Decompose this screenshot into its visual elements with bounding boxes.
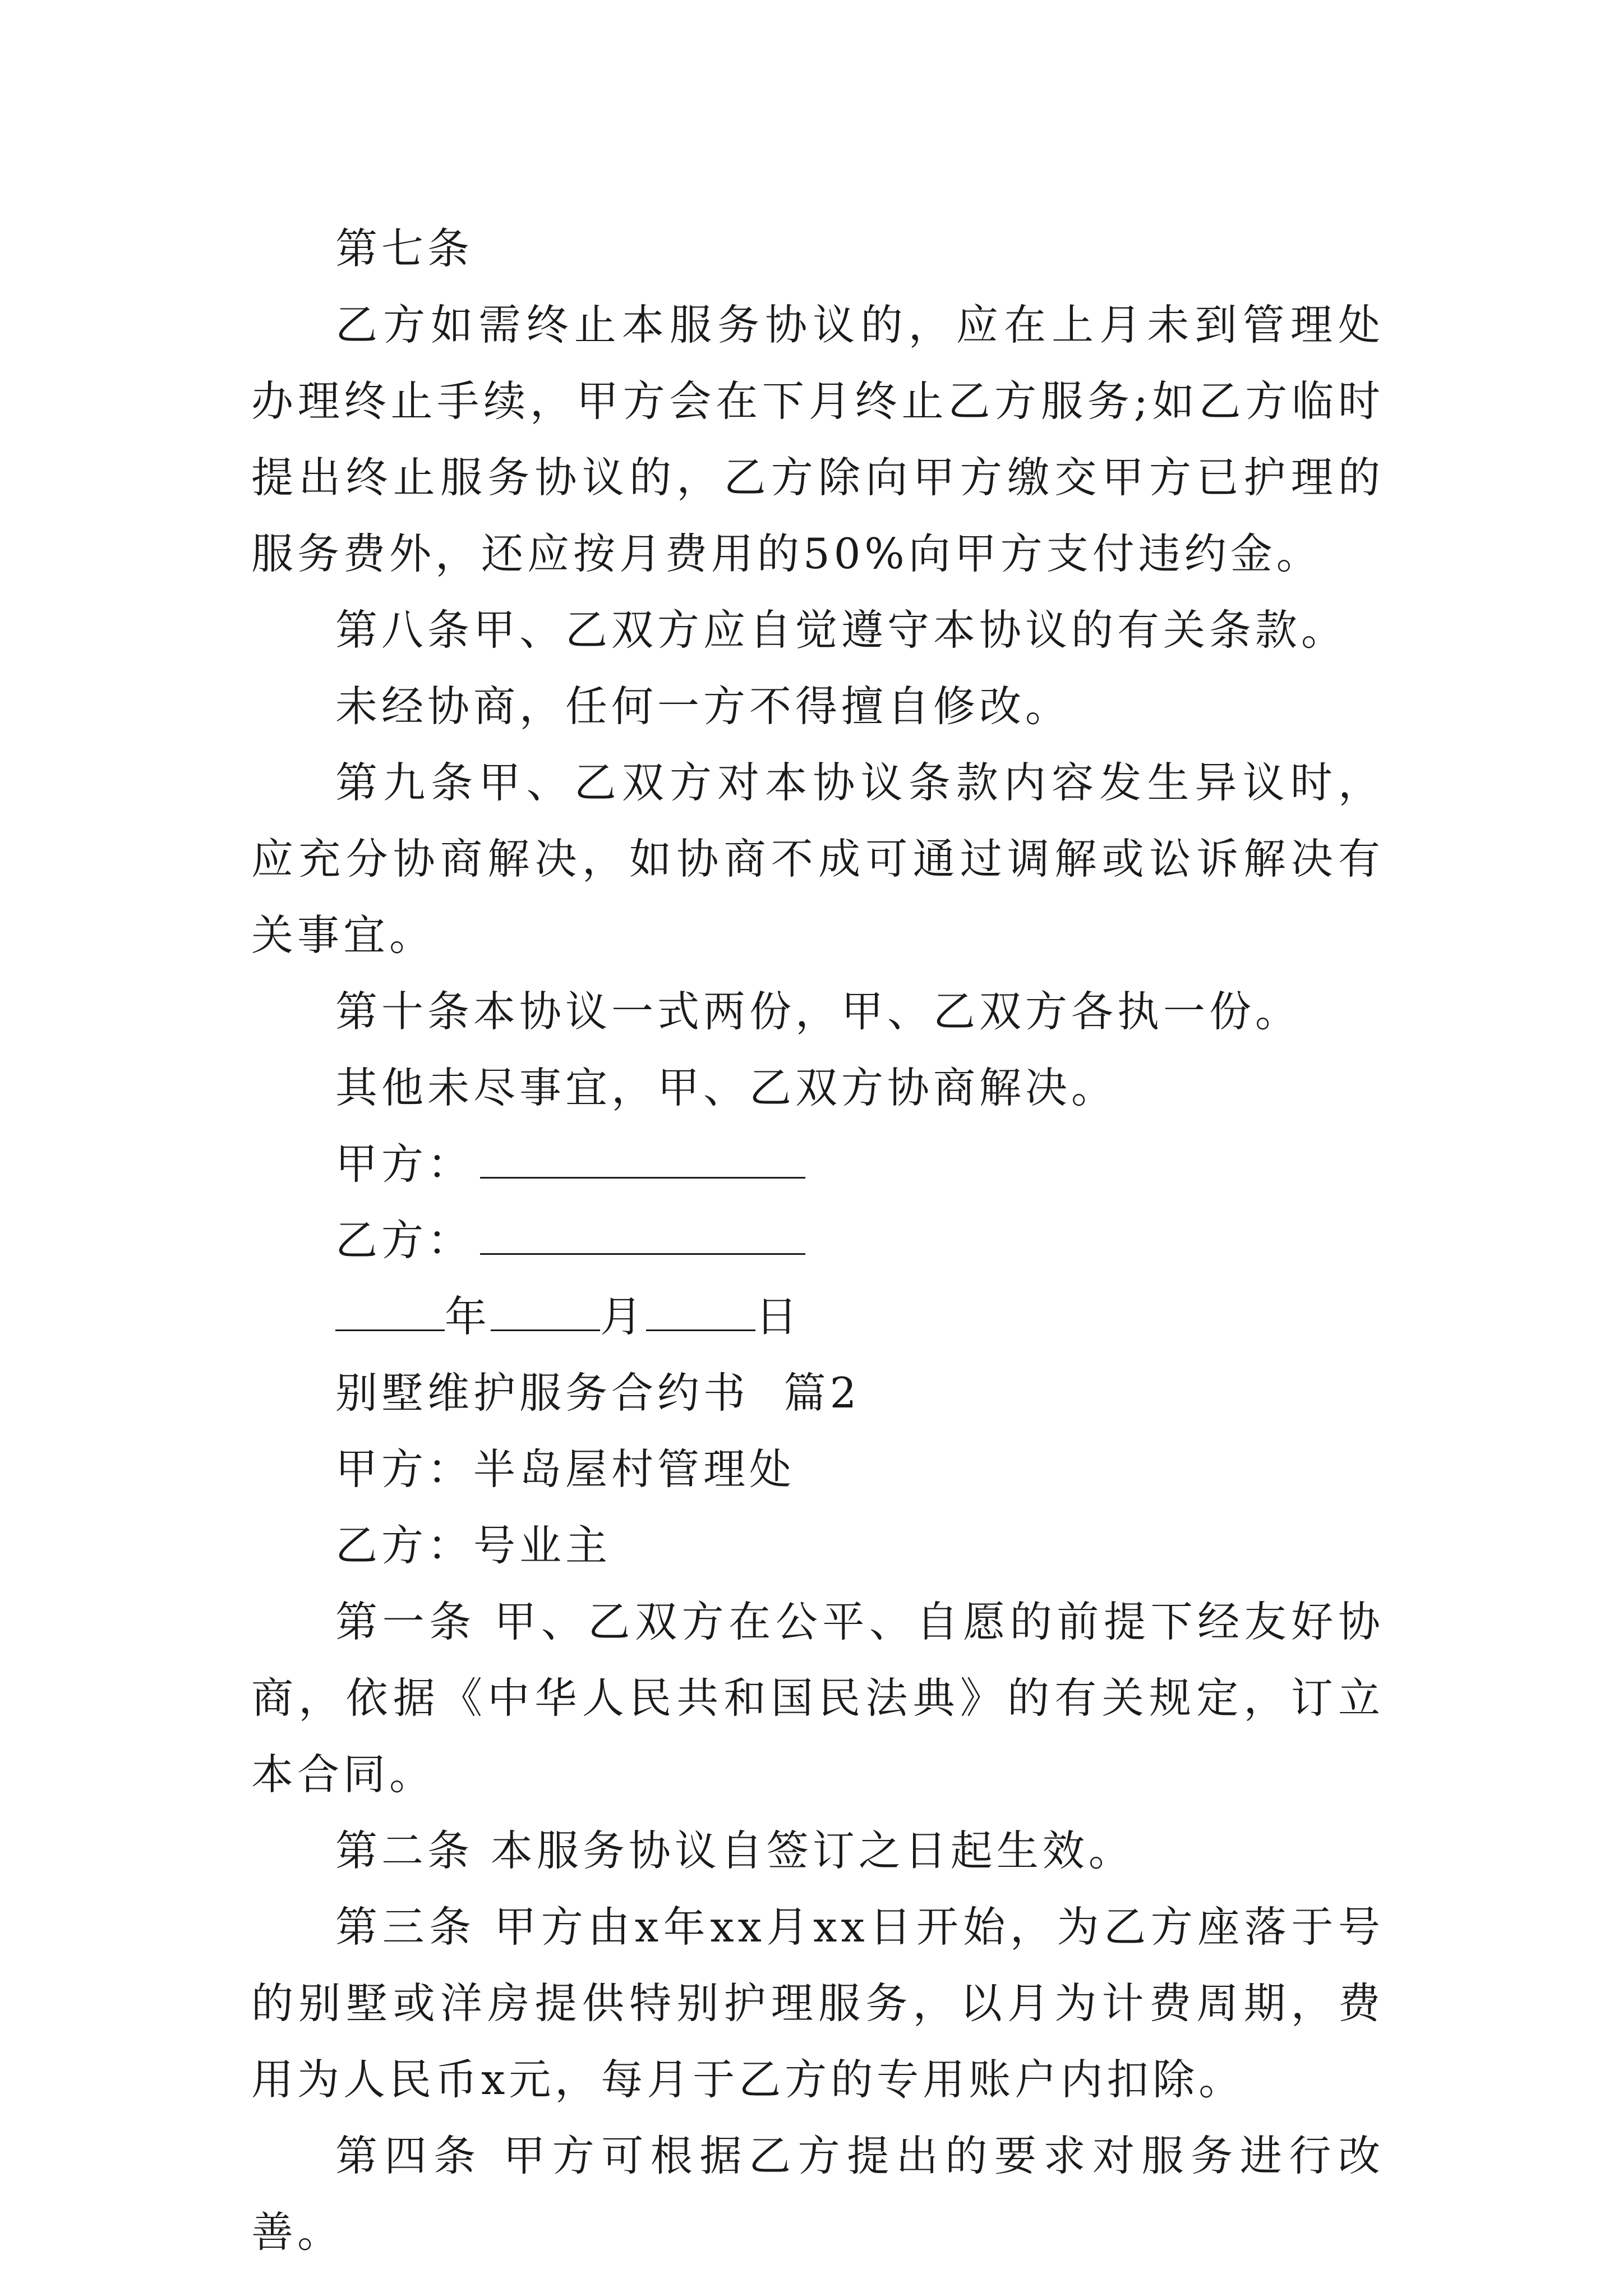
section-2-heading: 别墅维护服务合约书 篇2	[335, 1368, 861, 1418]
day-label: 日	[755, 1292, 802, 1341]
article-8-continued: 未经协商，任何一方不得擅自修改。	[335, 682, 1072, 731]
section-2-article-1: 第一条 甲、乙双方在公平、自愿的前提下经友好协商，依据《中华人民共和国民法典》的有关规定，订立本合同。	[251, 1597, 1384, 1799]
party-b-signature-line	[251, 1202, 1384, 1278]
article-10: 第十条本协议一式两份，甲、乙双方各执一份。	[335, 987, 1302, 1036]
section-2-party-a: 甲方：半岛屋村管理处	[335, 1444, 796, 1494]
day-blank	[646, 1296, 755, 1331]
party-b-label: 乙方：	[335, 1216, 474, 1265]
date-line	[251, 1278, 1384, 1355]
party-a-blank	[480, 1143, 805, 1179]
section-2-party-b: 乙方：号业主	[335, 1521, 612, 1570]
party-a-label: 甲方：	[335, 1139, 474, 1189]
party-a-signature-line	[251, 1126, 1384, 1202]
month-label: 月	[600, 1292, 647, 1341]
section-2-article-4: 第四条 甲方可根据乙方提出的要求对服务进行改善。	[251, 2131, 1384, 2257]
article-10-continued: 其他未尽事宜，甲、乙双方协商解决。	[335, 1063, 1118, 1112]
year-label: 年	[445, 1292, 491, 1341]
party-b-blank	[480, 1220, 805, 1255]
article-7-title: 第七条	[335, 224, 474, 273]
month-blank	[491, 1296, 600, 1331]
year-blank	[335, 1296, 445, 1331]
article-9: 第九条甲、乙双方对本协议条款内容发生异议时，应充分协商解决，如协商不成可通过调解或讼诉解决有关事宜。	[251, 758, 1384, 960]
section-2-article-2: 第二条 本服务协议自签订之日起生效。	[335, 1826, 1135, 1875]
article-8: 第八条甲、乙双方应自觉遵守本协议的有关条款。	[335, 605, 1348, 655]
document-body	[251, 210, 1384, 2270]
section-2-article-3: 第三条 甲方由x年xx月xx日开始，为乙方座落于号的别墅或洋房提供特别护理服务，以月为计费周期，费用为人民币x元，每月于乙方的专用账户内扣除。	[251, 1902, 1384, 2104]
article-7-body: 乙方如需终止本服务协议的，应在上月未到管理处办理终止手续，甲方会在下月终止乙方服务;如乙方临时提出终止服务协议的，乙方除向甲方缴交甲方已护理的服务费外，还应按月费用的50%向甲方支付违约金。	[251, 300, 1384, 578]
